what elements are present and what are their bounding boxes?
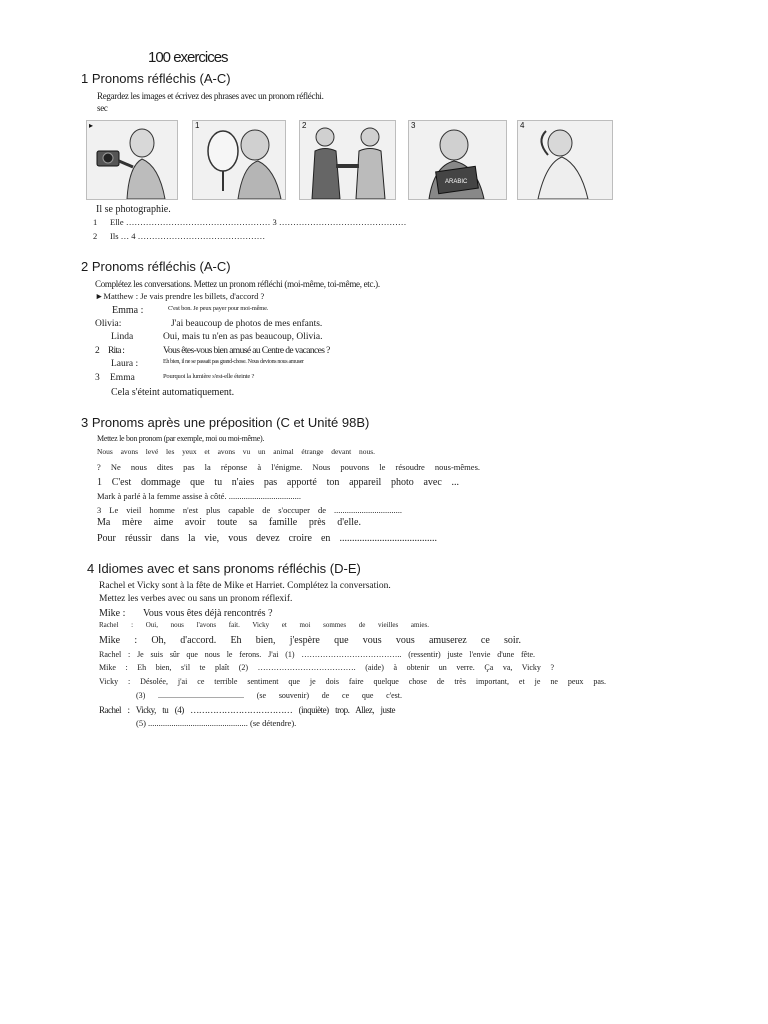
rachel-line-2-wrap	[99, 650, 535, 659]
mike-line-3: Mike : Eh bien, s'il te plaît (2) ………………………………. (aide) à obtenir un verre. Ça va, Vicky ?	[99, 663, 554, 672]
rachel-line-2: Rachel : Je suis sûr que nous le ferons. J'ai (1) ……………………………….. (ressentir) juste l'envie d'une fête.	[99, 650, 535, 659]
vicky-line-1: Vicky : Désolée, j'ai ce terrible sentiment que je dois faire quelque chose de très important, et je ne peux pas.	[99, 677, 606, 686]
woman-bathing-icon	[518, 121, 612, 199]
section-3-line-d: Mark à parlé à la femme assise à côté. ..................................	[97, 491, 301, 501]
rachel-line-3: Rachel : Vicky, tu (4) ……………………………… (inquiète) trop. Allez, juste	[99, 705, 395, 715]
emma-line: C'est bon. Je peux payer pour moi-même.	[168, 305, 269, 312]
section-2-number-2: 2	[95, 346, 100, 356]
section-4-title: 4 Idiomes avec et sans pronoms réfléchis (D-E)	[87, 561, 361, 576]
linda-line: Oui, mais tu n'en as pas beaucoup, Olivia.	[163, 332, 323, 342]
exercise-image-3	[408, 120, 507, 200]
section-1-sample: Il se photographie.	[96, 204, 171, 215]
section-2-number-3: 3	[95, 373, 100, 383]
image-number: 3	[411, 121, 416, 130]
speaker-rita: Rita :	[108, 346, 125, 356]
rachel-line-3-wrap	[99, 705, 395, 715]
image-number: 2	[302, 121, 307, 130]
rachel-line-1-wrap	[99, 621, 429, 629]
image-number: 1	[195, 121, 200, 130]
section-1-sec-label: sec	[97, 103, 108, 113]
speaker-linda: Linda	[111, 332, 134, 342]
speaker-mike: Mike :	[99, 608, 126, 619]
section-2-last-line: Cela s'éteint automatiquement.	[111, 387, 235, 398]
vicky-line-2: (3) ........................................... (se souvenir) de ce que c'est.	[136, 691, 402, 700]
section-3-line-c: 1 C'est dommage que tu n'aies pas apporté ton appareil photo avec ...	[97, 477, 459, 488]
section-2-title: 2 Pronoms réfléchis (A-C)	[81, 259, 231, 274]
section-3-line-b: ? Ne nous dites pas la réponse à l'énigme. Nous pouvons le résoudre nous-mêmes.	[97, 462, 480, 472]
section-3-line-b-wrap	[97, 462, 480, 472]
man-camera-icon	[87, 121, 177, 199]
speaker-laura: Laura :	[111, 359, 139, 369]
section-2-instruction: Complétez les conversations. Mettez un pronom réfléchi (moi-même, toi-même, etc.).	[95, 279, 380, 289]
section-3-line-f-wrap	[97, 517, 361, 528]
section-3-title: 3 Pronoms après une préposition (C et Unité 98B)	[81, 415, 370, 430]
section-1-title: 1 Pronoms réfléchis (A-C)	[81, 71, 231, 86]
section-3-line-e: 3 Le vieil homme n'est plus capable de s'occuper de ................................	[97, 505, 402, 515]
section-1-answer-line-1: Elle …………………………………………… 3 ………………………………………	[110, 217, 407, 227]
section-3-line-a-wrap	[97, 447, 375, 456]
laura-line: Eh bien, il ne se passait pas grand-chose. Nous devions nous amuser	[163, 359, 304, 365]
section-3-line-e-wrap	[97, 505, 402, 515]
mike-line-2-wrap	[99, 635, 521, 646]
speaker-emma: Emma :	[112, 305, 144, 316]
man-reading-icon	[409, 121, 506, 199]
rachel-line-4: (5) ............................................... (se détendre).	[136, 718, 297, 728]
exercise-image-4	[517, 120, 613, 200]
speaker-olivia: Olivia:	[95, 319, 122, 329]
mike-line-2: Mike : Oh, d'accord. Eh bien, j'espère que vous vous amuserez ce soir.	[99, 635, 521, 646]
speaker-emma-2: Emma	[110, 373, 135, 383]
vicky-line-1-wrap	[99, 677, 606, 686]
mike-line-3-wrap	[99, 663, 554, 672]
section-1-number-1: 1	[93, 217, 98, 227]
section-3-line-g: Pour réussir dans la vie, vous devez croire en .......................................	[97, 533, 437, 544]
svg-text:ARABIC: ARABIC	[445, 179, 468, 185]
section-3-line-c-wrap	[97, 477, 459, 488]
exercise-image-example	[86, 120, 178, 200]
emma-2-line: Pourquoi la lumière s'est-elle éteinte ?	[163, 373, 255, 380]
olivia-line: J'ai beaucoup de photos de mes enfants.	[171, 319, 323, 329]
vicky-line-2-wrap	[136, 691, 402, 700]
image-number: 4	[520, 121, 525, 130]
mike-line-1: Vous vous êtes déjà rencontrés ?	[143, 608, 273, 619]
rachel-line-1: Rachel : Oui, nous l'avons fait. Vicky et moi sommes de vieilles amies.	[99, 621, 429, 629]
section-3-line-a: Nous avons levé les yeux et avons vu un animal étrange devant nous.	[97, 447, 375, 456]
section-3-line-f: Ma mère aime avoir toute sa famille près d'elle.	[97, 517, 361, 528]
woman-mirror-icon	[193, 121, 285, 199]
section-1-number-2: 2	[93, 231, 98, 241]
rita-line: Vous êtes-vous bien amusé au Centre de vacances ?	[163, 346, 330, 356]
section-3-instruction: Mettez le bon pronom (par exemple, moi ou moi-même).	[97, 434, 265, 443]
image-number: ▸	[89, 121, 94, 130]
section-2-example: ►Matthew : Je vais prendre les billets, d'accord ?	[95, 291, 265, 301]
section-3-line-g-wrap	[97, 533, 437, 544]
section-1-instruction: Regardez les images et écrivez des phrases avec un pronom réfléchi.	[97, 91, 324, 101]
section-1-answer-line-2: Ils … 4 ………………………………………	[110, 231, 266, 241]
section-4-instruction-2: Mettez les verbes avec ou sans un pronom réflexif.	[99, 594, 293, 604]
book-title: 100 exercices	[148, 49, 228, 66]
exercise-image-1	[192, 120, 286, 200]
section-4-instruction-1: Rachel et Vicky sont à la fête de Mike et Harriet. Complétez la conversation.	[99, 581, 391, 591]
exercise-image-2	[299, 120, 396, 200]
men-handshake-icon	[300, 121, 395, 199]
